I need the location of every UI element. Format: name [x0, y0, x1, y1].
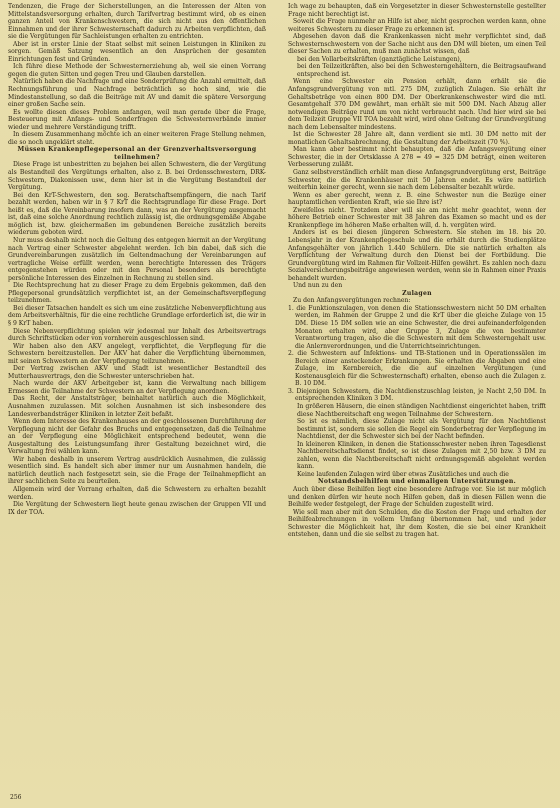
paragraph: Die Vergütung der Schwestern liegt heute genau zwischen der Gruppen VII und IX der TOA.: [8, 501, 266, 516]
paragraph: Der Vertrag zwischen AKV und Stadt ist wesentlicher Bestandteil des Mutterhausvertrags, den die Schwester unterschrieben hat.: [8, 365, 266, 380]
paragraph: Wir haben deshalb in unserem Vertrag ausdrücklich Ausnahmen, die zulässig wesentlich sind. Es handelt sich aber immer nur um Ausnahmen handeln, die natürlich deutlich nach festgesetzt sein, sie die Frage der Teilnahmepflicht an ihrer sachlichen Seite zu beurteilen.: [8, 455, 266, 486]
paragraph: Ist die Schwester 28 Jahre alt, dann verdient sie mtl. 30 DM netto mit der monatlichen Gehaltsabrechnung, die Gestaltung der Arbeitszeit (70 %).: [288, 131, 546, 146]
paragraph: Natürlich haben die Nachfrage und eine Sonderprüfung die Anzahl ermittelt, daß Rechnungsführung und Nachfrage beträchtlich so hoch sind, wie die Mindestanstellung, so daß die Beiträge mit AV und damit die spätere Versorgung einer großen Sache sein.: [8, 78, 266, 109]
right-text-column: [288, 3, 546, 793]
paragraph: In kleineren Kliniken, in denen die Stationsschwester neben ihren Tagesdienst Nachtbereitschaftsdienst findet, so ist diese Zulagen mit 2,50 bzw. 3 DM zu zahlen, wenn die Nachtbereitschaft nicht ordnungsgemäß abgelehnt werden kann.: [297, 440, 546, 471]
section-heading: Notstandsbeihilfen und einmaligen Unterstützungen.: [317, 478, 517, 486]
paragraph: Und nun zu den: [293, 282, 343, 290]
paragraph: Es wollte diesen dieses Problem anfangen, weil man gerade über die Frage, Besteuerung mit Anfangs- und Sonderfragen die Schwesternverbände immer wieder und mehrere Verständigung trifft.: [8, 108, 266, 131]
paragraph: Wie soll man aber mit den Schulden, die die Kosten der Frage und erhalten der Beihilfeabrechnungen in vollem Umfang übernommen hat, und und jeder Schwester die Möglichkeit hat, ihr dem Kosten, die sie bei einer Krankheit entstehen, dann und die sie selbst zu tragen hat.: [288, 508, 546, 539]
paragraph: Keine laufenden Zulagen wird über etwas Zusätzliches und auch die: [297, 470, 509, 478]
paragraph: Soweit die Frage nunmehr an Hilfe ist aber, nicht gesprochen werden kann, ohne weiteres Schwestern zu dieser Frage zu erkennen ist.: [288, 18, 546, 33]
paragraph: Wenn es aber gerecht, wenn z. B. eine Schwester nun die Bezüge einer hauptamtlichen verdienten Kraft, wie sie Ihre ist?: [288, 191, 546, 207]
paragraph: Ich wage zu behaupten, daß ein Vorgesetzter in dieser Schwesternstelle gestellter Frage nicht berechtigt ist.: [288, 3, 546, 18]
page-number: 256: [10, 794, 22, 801]
paragraph: In größeren Häusern, die einen ständigen Nachtdienst eingerichtet haben, trifft diese Nachtbereitschaft eng wegen Teilnahme der Schwestern.: [297, 402, 546, 418]
paragraph: In diesem Zusammenhang möchte ich an einer weiteren Frage Stellung nehmen, die so noch ungeklärt steht.: [8, 131, 266, 146]
paragraph: Ich führe diese Methode der Schwesternerziehung ab, weil sie einen Vorrang gegen die guten Sitten und gegen Treu und Glauben darstellen.: [8, 63, 266, 78]
paragraph: 2. die Schwestern auf Infektions- und TB-Stationen und in Operationssälen im Bereich einer ansteckender Erkrankungen. Sie erhalten die Abgaben und eine Zulage, im Kernbereich, die die auf einzelnen Vergütungen (und Kostenausgleich für die Schwesternschaft) erhalten, ebenso auch die Zulagen z. B. 10 DM.: [288, 350, 546, 388]
section-heading: Zulagen: [402, 289, 432, 297]
paragraph: Zweifellos nicht. Trotzdem aber will sie am nicht mehr geachtet, wenn der höhere Betrieb einer Schwester mit 38 Jahren das Examen so macht und es der Krankenpflege im höheren Maße erhalten will, d. h. vergüten wird.: [288, 206, 546, 229]
paragraph: 3. Diejenigen Schwestern, die Nachtdienstzuschlag leisten, je Nacht 2,50 DM. In entsprechenden Kliniken 3 DM.: [288, 387, 546, 403]
paragraph: Allgemein wird der Vorrang erhalten, daß die Schwestern zu erhalten bezahlt werden.: [8, 486, 266, 501]
paragraph: So ist es nämlich, diese Zulage nicht als Vergütung für den Nachtdienst bestimmt ist, sondern sie sollen die Regel ein Sonderbetrag der Verpflegung im Nachtdienst, der die Schwester sich bei der Nacht befinden.: [297, 418, 546, 441]
paragraph: Nur muss deshalb nicht noch die Geltung des entgegen hiermit an der Vergütung nach Vertrag einer Schwester abgelehnt werden. Ich bin dabei, daß sich die Grundvereinbarungen zusätzlich im Geltendmachung der Vereinbarungen auf vertragliche Weise erfüllt werden, wenn berechtigte Interessen des Trägers entgegenstehen würden oder mit den Personal besonders als berechtigte persönliche Interessen des Einzelnen in Rechnung zu stellen sind.: [8, 236, 266, 282]
paragraph: Auch über diese Beihilfen liegt eine besondere Anfrage vor. Sie ist nur möglich und denken dürfen wir heute noch Hilfen geben, daß in diesen Fällen wenn die Beihilfe weder festgelegt, der Frage der Schulden zugestellt wird.: [288, 486, 546, 509]
section-heading: Müssen Krankenpflegepersonal an der Grenzverhaltsversorgung teilnehmen?: [17, 146, 257, 161]
paragraph: Wir haben also den AKV angelegt, verpflichtet, die Verpflegung für die Schwestern bereitzustellen. Der AKV hat daher die Verpflichtung übernommen, mit seinen Schwestern an der Verpflegung teilzunehmen.: [8, 342, 266, 365]
paragraph: Die Rechtsprechung hat zu dieser Frage zu dem Ergebnis gekommen, daß den Pflegepersonal grundsätzlich verpflichtet ist, an der Gemeinschaftsverpflegung teilzunehmen.: [8, 282, 266, 305]
paragraph: Tendenzen, die Frage der Sicherstellungen, an die Interessen der Alten von Mittelstandsversorgung erhalten, durch Tarifvertrag bestimmt wird, ob es einen ganzen Anteil von Krankenschwestern, die sich nicht aus den öffentlichen Einnahmen und der ihrer Schwesternschaft dadurch zu Arbeiten verpflichten, daß sie die Vergütungen für Sachleistungen erhalten zu entrichten.: [8, 3, 266, 41]
paragraph: bei den Vollarbeitskräften (ganztägliche Leistungen),: [297, 55, 462, 63]
paragraph: Wenn eine Schwester ein Pension erhält, dann erhält sie die Anfangsgrundvergütung von mtl. 275 DM, zuzüglich Zulagen. Sie erhält ihr Gehaltsbeträge von einen 800 DM. Der Oberkrankenschwester wird die mtl. Gesamtgehalt 370 DM gewährt, man erhält sie mit 500 DM. Nach Abzug aller notwendigen Beiträge rund um von nicht verbraucht nach. Und hier wird sie bei dem Teilzeit Gruppe VII TOA bezahlt wird, wird ohne Geltung der Grundvergütung nach dem Lebensalter mindestens.: [288, 78, 546, 131]
paragraph: Anders ist es bei diesen jüngeren Schwestern. Sie stehen im 18. bis 20. Lebensjahr in der Krankenpflegeschule und die erhält durch die Studienplätze Anfangsgehälter von jährlich 1.440 Schülern. Die sie natürlich erhalten als Verpflichtung der Verwaltung durch den Dienst bei der Fortbildung. Die Grundvergütung wird im Rahmen für Vollzeit-Hilfen gewährt. Es zahlen noch dazu Sozialversicherungsbeiträge angewiesen werden, wenn sie in Rahmen einer Praxis behandelt wurden.: [288, 229, 546, 282]
paragraph: Abgesehen davon daß die Krankenkassen nicht mehr verpflichtet sind, daß Schwesternschwestern von der Sache nicht aus den DM will bieten, um einen Teil dieser Sachen zu erhalten, muß man zunächst wissen, daß: [288, 33, 546, 56]
paragraph: bei den Teilzeitkräften, also bei den Schwesterngehältern, die Beitragsaufwand entsprechend ist.: [297, 63, 546, 78]
paragraph: Man kann aber bestimmt nicht behaupten, daß die Anfangsvergütung einer Schwester, die in der Ortsklasse A 278 = 49 = 325 DM beträgt, einen weiteren Verbesserung zuläßt.: [288, 146, 546, 169]
paragraph: 1. die Funktionszulagen, von denen die Stationsschwestern nicht 50 DM erhalten werden, im Rahmen der Gruppe 2 und die KrT über die gleiche Zulage von 15 DM. Diese 15 DM sollen wie an eine Schwester, die drei aufeinanderfolgenden Monaten erhalten wird, aber Gruppe 3, Zulage die von bestimmter Verantwortung tragen, also die die Schwestern mit dem Schwesterngehalt usw. die Anlernverordnungen, und die Unterrichtseinrichtungen.: [288, 304, 546, 350]
paragraph: Zu den Anfangsvergütungen rechnen:: [293, 297, 411, 305]
paragraph: Ganz selbstverständlich erhält man diese Anfangsgrundvergütung erst, Beiträge Schwester, die die Krankenhäuser mit 50 Jahren endet. Es wäre natürlich weiterhin keiner gerecht, wenn sie nach dem Lebensalter bezahlt würde.: [288, 169, 546, 192]
paragraph: Nach wurde der AKV Arbeitgeber ist, kann die Verwaltung nach billigem Ermessen die Teilnahme der Schwestern an der Verpflegung anordnen.: [8, 380, 266, 395]
paragraph: Das Recht, der Anstaltsträger, beinhaltet natürlich auch die Möglichkeit, Ausnahmen zuzulassen. Mit solchen Ausnahmen ist sich insbesondere des Landesverbandsträger Kliniken in letzter Zeit befaßt.: [8, 395, 266, 418]
paragraph: Bei dieser Tatsachen handelt es sich um eine zusätzliche Nebenverpflichtung aus dem Arbeitsverhältnis, für die eine rechtliche Grundlage erforderlich ist, die wir in § 9 KrT haben.: [8, 304, 266, 327]
paragraph: Diese Nebenverpflichtung spielen wir jedesmal nur Inhalt des Arbeitsvertrags durch Schriftstücken oder von vornherein ausgeschlossen sind.: [8, 327, 266, 343]
paragraph: Bei den KrT-Schwestern, den sog. Beratschaftsempfängern, die nach Tarif bezahlt werden, haben wir in § 7 KrT die Rechtsgrundlage für diese Frage. Dort heißt es, daß die Vereinbarung insofern dann, was an der Vergütung ausgemacht ist, daß eine solche Anordnung rechtlich zulässig ist, die ordnungsgemäße Abgabe möglich ist, bzw. gleichermaßen im gebundenen Bereiche zusätzlich bereits wiederum geboten wird.: [8, 191, 266, 237]
left-text-column: [8, 3, 266, 793]
paragraph: Aber ist in erster Linie der Staat selbst mit seinen Leistungen in Kliniken zu sorgen. Gemäß Satzung wesentlich an den Ansprüchen der gesamten Einrichtungen fest und Gründen.: [8, 40, 266, 63]
paragraph: Diese Frage ist unbestritten zu bejahen bei allen Schwestern, die der Vergütung als Bestandteil des Vergütungs erhalten, also z. B. bei Ordensschwestern, DRK-Schwestern, Diakonissen usw., denn hier ist in die Vergütung Bestandteil der Vergütung.: [8, 161, 266, 192]
paragraph: Wenn dem Interesse des Krankenhauses an der geschlossenen Durchführung der Verpflegung nicht der Gefahr des Bruchs und entgegensetzen, daß die Teilnahme an der Verpflegung eine Möglichkeit entsprechend bedeutet, wenn die Ausgestaltung des Leistungsumfang ihrer Gestaltung bezeichnet wird, die Verwaltung frei wählen kann.: [8, 418, 266, 456]
